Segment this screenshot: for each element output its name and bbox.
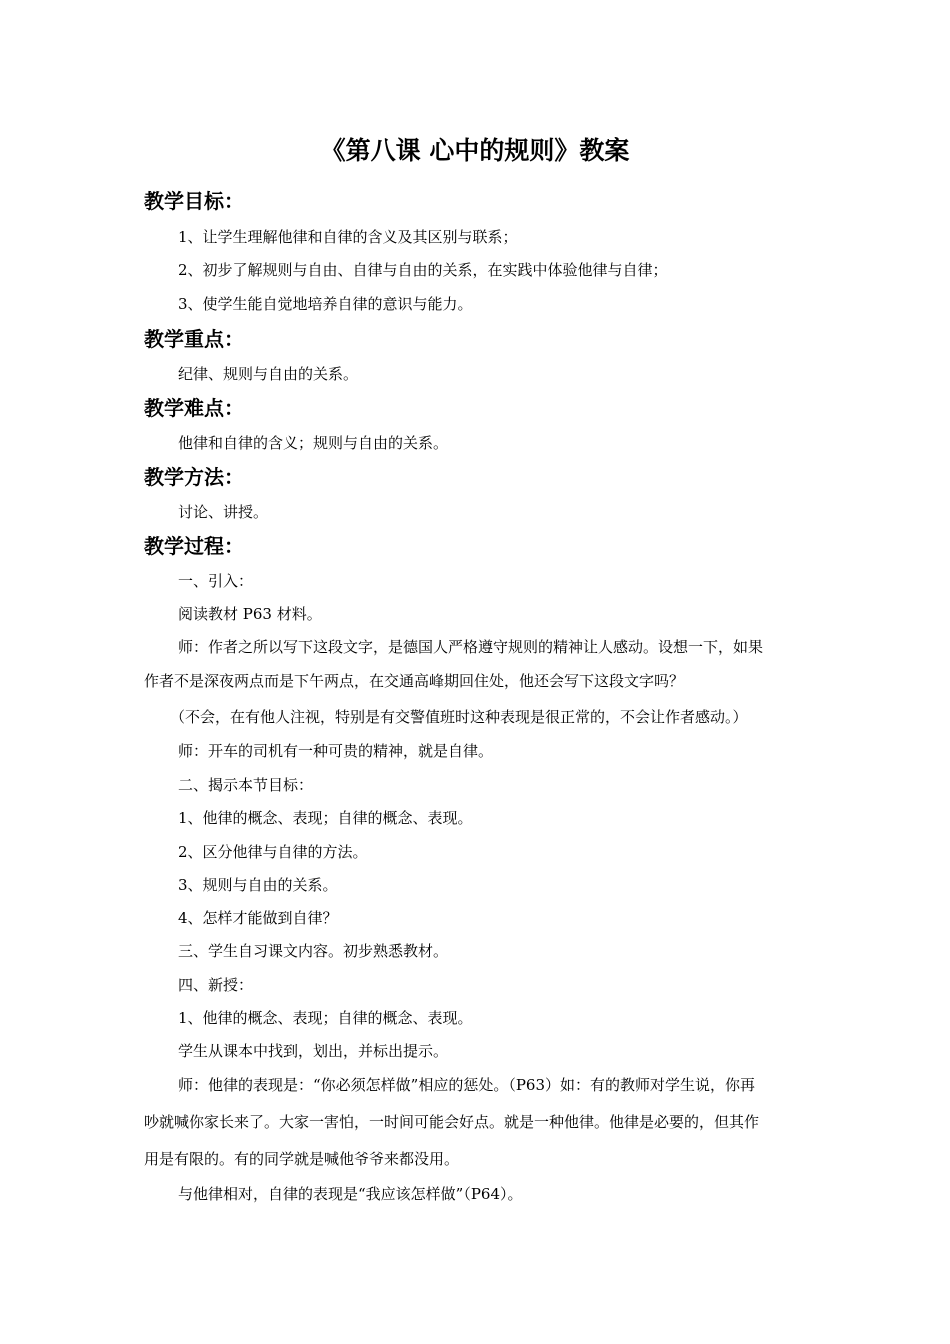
objective-line: 2、初步了解规则与自由、自律与自由的关系，在实践中体验他律与自律； — [178, 261, 668, 279]
process-line: 2、区分他律与自律的方法。 — [178, 843, 368, 861]
process-line: 师：他律的表现是：“你必须怎样做”相应的惩处。（P63）如：有的教师对学生说，你再 — [178, 1076, 756, 1094]
process-line: 师：开车的司机有一种可贵的精神，就是自律。 — [178, 742, 494, 760]
process-line: 用是有限的。有的同学就是喊他爷爷来都没用。 — [144, 1150, 460, 1168]
process-line: 一、引入： — [178, 572, 254, 590]
section-heading-objectives: 教学目标： — [144, 189, 244, 213]
process-line: 二、揭示本节目标： — [178, 776, 314, 794]
process-line: 1、他律的概念、表现；自律的概念、表现。 — [178, 1009, 473, 1027]
difficulty-line: 他律和自律的含义；规则与自由的关系。 — [178, 434, 449, 452]
process-line: 1、他律的概念、表现；自律的概念、表现。 — [178, 809, 473, 827]
objective-line: 3、使学生能自觉地培养自律的意识与能力。 — [178, 295, 473, 313]
process-line: 吵就喊你家长来了。大家一害怕，一时间可能会好点。就是一种他律。他律是必要的，但其作 — [144, 1113, 760, 1131]
process-line: （不会，在有他人注视，特别是有交警值班时这种表现是很正常的，不会让作者感动。） — [170, 708, 748, 726]
process-line: 3、规则与自由的关系。 — [178, 876, 338, 894]
key-point-line: 纪律、规则与自由的关系。 — [178, 365, 359, 383]
section-heading-difficulties: 教学难点： — [144, 396, 244, 420]
process-line: 四、新授： — [178, 976, 254, 994]
document-title: 《第八课 心中的规则》教案 — [320, 136, 630, 165]
process-line: 三、学生自习课文内容。初步熟悉教材。 — [178, 942, 449, 960]
section-heading-key-points: 教学重点： — [144, 327, 244, 351]
section-heading-process: 教学过程： — [144, 534, 244, 558]
method-line: 讨论、讲授。 — [178, 503, 269, 521]
process-line: 4、怎样才能做到自律？ — [178, 909, 338, 927]
process-line: 作者不是深夜两点而是下午两点，在交通高峰期回住处，他还会写下这段文字吗？ — [144, 672, 685, 690]
process-line: 阅读教材 P63 材料。 — [178, 605, 322, 623]
process-line: 学生从课本中找到，划出，并标出提示。 — [178, 1042, 449, 1060]
objective-line: 1、让学生理解他律和自律的含义及其区别与联系； — [178, 228, 518, 246]
process-line: 与他律相对，自律的表现是“我应该怎样做”（P64）。 — [178, 1185, 523, 1203]
section-heading-methods: 教学方法： — [144, 465, 244, 489]
process-line: 师：作者之所以写下这段文字，是德国人严格遵守规则的精神让人感动。设想一下，如果 — [178, 638, 764, 656]
